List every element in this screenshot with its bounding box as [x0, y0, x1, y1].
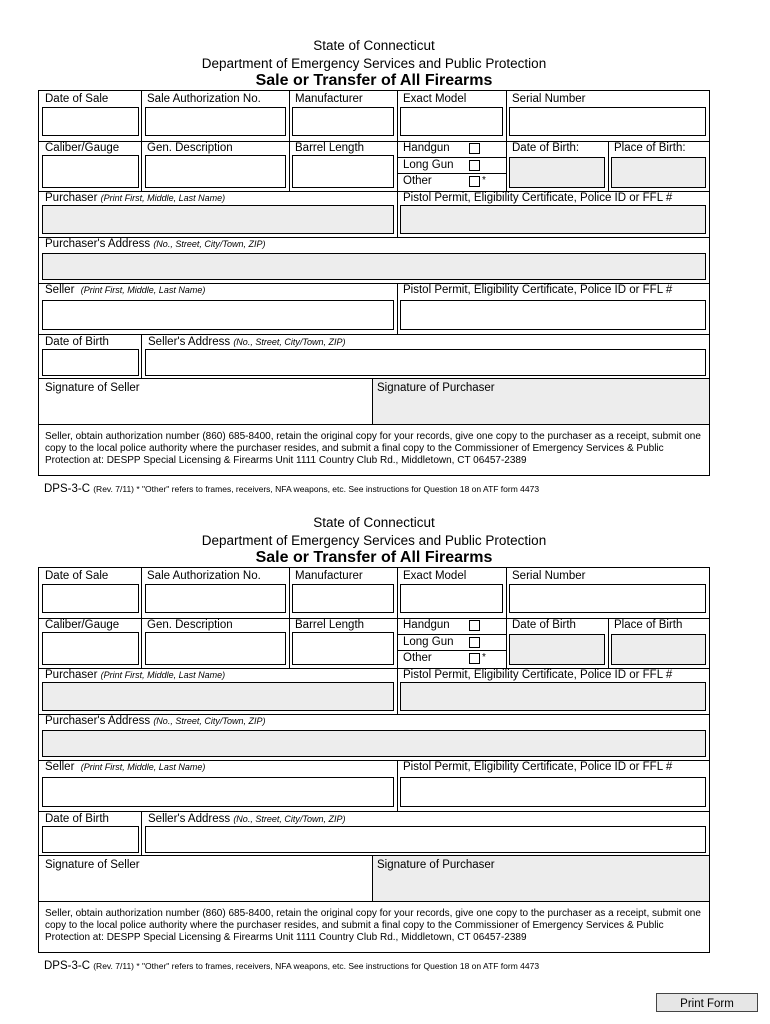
state-heading: State of Connecticut [313, 515, 435, 530]
print-form-button[interactable]: Print Form [656, 993, 758, 1012]
other-asterisk: * [482, 652, 486, 663]
seller-address-input[interactable] [145, 349, 706, 376]
purchaser-dob-input[interactable] [509, 157, 605, 188]
purchaser-pob-label: Place of Birth [614, 619, 683, 631]
form-frame [38, 90, 710, 476]
serial-number-label: Serial Number [512, 93, 586, 105]
purchaser-dob-input[interactable] [509, 634, 605, 665]
purchaser-permit-input[interactable] [400, 682, 706, 711]
seller-name-input[interactable] [42, 777, 394, 807]
serial-number-input[interactable] [509, 584, 706, 613]
form-title: Sale or Transfer of All Firearms [255, 549, 493, 566]
date-of-sale-input[interactable] [42, 584, 139, 613]
manufacturer-label: Manufacturer [295, 93, 363, 105]
purchaser-label: Purchaser (Print First, Middle, Last Name) [45, 192, 226, 204]
sale-authorization-label: Sale Authorization No. [147, 570, 261, 582]
exact-model-input[interactable] [400, 107, 503, 136]
purchaser-address-label: Purchaser's Address (No., Street, City/Town, ZIP) [45, 715, 266, 727]
purchaser-signature-label: Signature of Purchaser [377, 859, 495, 871]
seller-permit-input[interactable] [400, 300, 706, 330]
purchaser-pob-input[interactable] [611, 157, 706, 188]
purchaser-dob-label: Date of Birth [512, 619, 576, 631]
seller-dob-label: Date of Birth [45, 813, 109, 825]
exact-model-label: Exact Model [403, 570, 467, 582]
purchaser-permit-label: Pistol Permit, Eligibility Certificate, Police ID or FFL # [403, 669, 673, 681]
purchaser-label: Purchaser (Print First, Middle, Last Name) [45, 669, 226, 681]
other-checkbox[interactable] [469, 176, 480, 187]
handgun-label: Handgun [403, 619, 450, 631]
firearm-transfer-form-2 [38, 515, 710, 1015]
form-footer: DPS-3-C (Rev. 7/11) * "Other" refers to frames, receivers, NFA weapons, etc. See instructions for Question 18 on ATF form 4473 [44, 483, 540, 495]
purchaser-name-input[interactable] [42, 682, 394, 711]
handgun-checkbox[interactable] [469, 143, 480, 154]
gen-description-input[interactable] [145, 632, 286, 665]
instructions-note: Seller, obtain authorization number (860) 685-8400, retain the original copy for your records, give one copy to the purchaser as a receipt, submit one copy to the local police authority where the purchaser resides, and submit a final copy to the Commissioner of Emergency Services & Public Protection at: DESPP Special Licensing & Firearms Unit 1111 Country Club Rd., Middletown, CT 06457-2389 [45, 431, 701, 466]
other-label: Other [403, 175, 432, 187]
manufacturer-input[interactable] [292, 584, 394, 613]
manufacturer-input[interactable] [292, 107, 394, 136]
purchaser-address-input[interactable] [42, 730, 706, 757]
purchaser-pob-input[interactable] [611, 634, 706, 665]
purchaser-permit-input[interactable] [400, 205, 706, 234]
seller-permit-label: Pistol Permit, Eligibility Certificate, Police ID or FFL # [403, 284, 673, 296]
seller-label: Seller (Print First, Middle, Last Name) [45, 761, 206, 773]
exact-model-input[interactable] [400, 584, 503, 613]
purchaser-name-input[interactable] [42, 205, 394, 234]
exact-model-label: Exact Model [403, 93, 467, 105]
seller-permit-input[interactable] [400, 777, 706, 807]
manufacturer-label: Manufacturer [295, 570, 363, 582]
sale-authorization-input[interactable] [145, 584, 286, 613]
sale-authorization-label: Sale Authorization No. [147, 93, 261, 105]
department-heading: Department of Emergency Services and Public Protection [201, 56, 547, 71]
firearm-transfer-form-1 [38, 38, 710, 538]
serial-number-input[interactable] [509, 107, 706, 136]
seller-address-label: Seller's Address (No., Street, City/Town, ZIP) [148, 336, 346, 348]
seller-signature-label: Signature of Seller [45, 382, 140, 394]
purchaser-permit-label: Pistol Permit, Eligibility Certificate, Police ID or FFL # [403, 192, 673, 204]
form-footer: DPS-3-C (Rev. 7/11) * "Other" refers to frames, receivers, NFA weapons, etc. See instructions for Question 18 on ATF form 4473 [44, 960, 540, 972]
gen-description-label: Gen. Description [147, 142, 233, 154]
barrel-length-input[interactable] [292, 155, 394, 188]
purchaser-address-label: Purchaser's Address (No., Street, City/Town, ZIP) [45, 238, 266, 250]
long-gun-label: Long Gun [403, 636, 454, 648]
form-frame [38, 567, 710, 953]
handgun-label: Handgun [403, 142, 450, 154]
barrel-length-label: Barrel Length [295, 619, 365, 631]
seller-permit-label: Pistol Permit, Eligibility Certificate, Police ID or FFL # [403, 761, 673, 773]
instructions-note: Seller, obtain authorization number (860) 685-8400, retain the original copy for your records, give one copy to the purchaser as a receipt, submit one copy to the local police authority where the purchaser resides, and submit a final copy to the Commissioner of Emergency Services & Public Protection at: DESPP Special Licensing & Firearms Unit 1111 Country Club Rd., Middletown, CT 06457-2389 [45, 908, 701, 943]
seller-address-label: Seller's Address (No., Street, City/Town, ZIP) [148, 813, 346, 825]
seller-dob-input[interactable] [42, 826, 139, 853]
other-asterisk: * [482, 175, 486, 186]
caliber-input[interactable] [42, 155, 139, 188]
state-heading: State of Connecticut [313, 38, 435, 53]
long-gun-label: Long Gun [403, 159, 454, 171]
barrel-length-label: Barrel Length [295, 142, 365, 154]
caliber-input[interactable] [42, 632, 139, 665]
date-of-sale-label: Date of Sale [45, 93, 109, 105]
date-of-sale-label: Date of Sale [45, 570, 109, 582]
barrel-length-input[interactable] [292, 632, 394, 665]
seller-name-input[interactable] [42, 300, 394, 330]
sale-authorization-input[interactable] [145, 107, 286, 136]
purchaser-address-input[interactable] [42, 253, 706, 280]
long-gun-checkbox[interactable] [469, 637, 480, 648]
seller-address-input[interactable] [145, 826, 706, 853]
caliber-label: Caliber/Gauge [45, 619, 120, 631]
seller-dob-label: Date of Birth [45, 336, 109, 348]
purchaser-pob-label: Place of Birth: [614, 142, 686, 154]
long-gun-checkbox[interactable] [469, 160, 480, 171]
seller-label: Seller (Print First, Middle, Last Name) [45, 284, 206, 296]
seller-signature-label: Signature of Seller [45, 859, 140, 871]
purchaser-dob-label: Date of Birth: [512, 142, 580, 154]
caliber-label: Caliber/Gauge [45, 142, 120, 154]
gen-description-label: Gen. Description [147, 619, 233, 631]
seller-dob-input[interactable] [42, 349, 139, 376]
form-title: Sale or Transfer of All Firearms [255, 72, 493, 89]
date-of-sale-input[interactable] [42, 107, 139, 136]
department-heading: Department of Emergency Services and Public Protection [201, 533, 547, 548]
other-checkbox[interactable] [469, 653, 480, 664]
serial-number-label: Serial Number [512, 570, 586, 582]
gen-description-input[interactable] [145, 155, 286, 188]
other-label: Other [403, 652, 432, 664]
handgun-checkbox[interactable] [469, 620, 480, 631]
purchaser-signature-label: Signature of Purchaser [377, 382, 495, 394]
